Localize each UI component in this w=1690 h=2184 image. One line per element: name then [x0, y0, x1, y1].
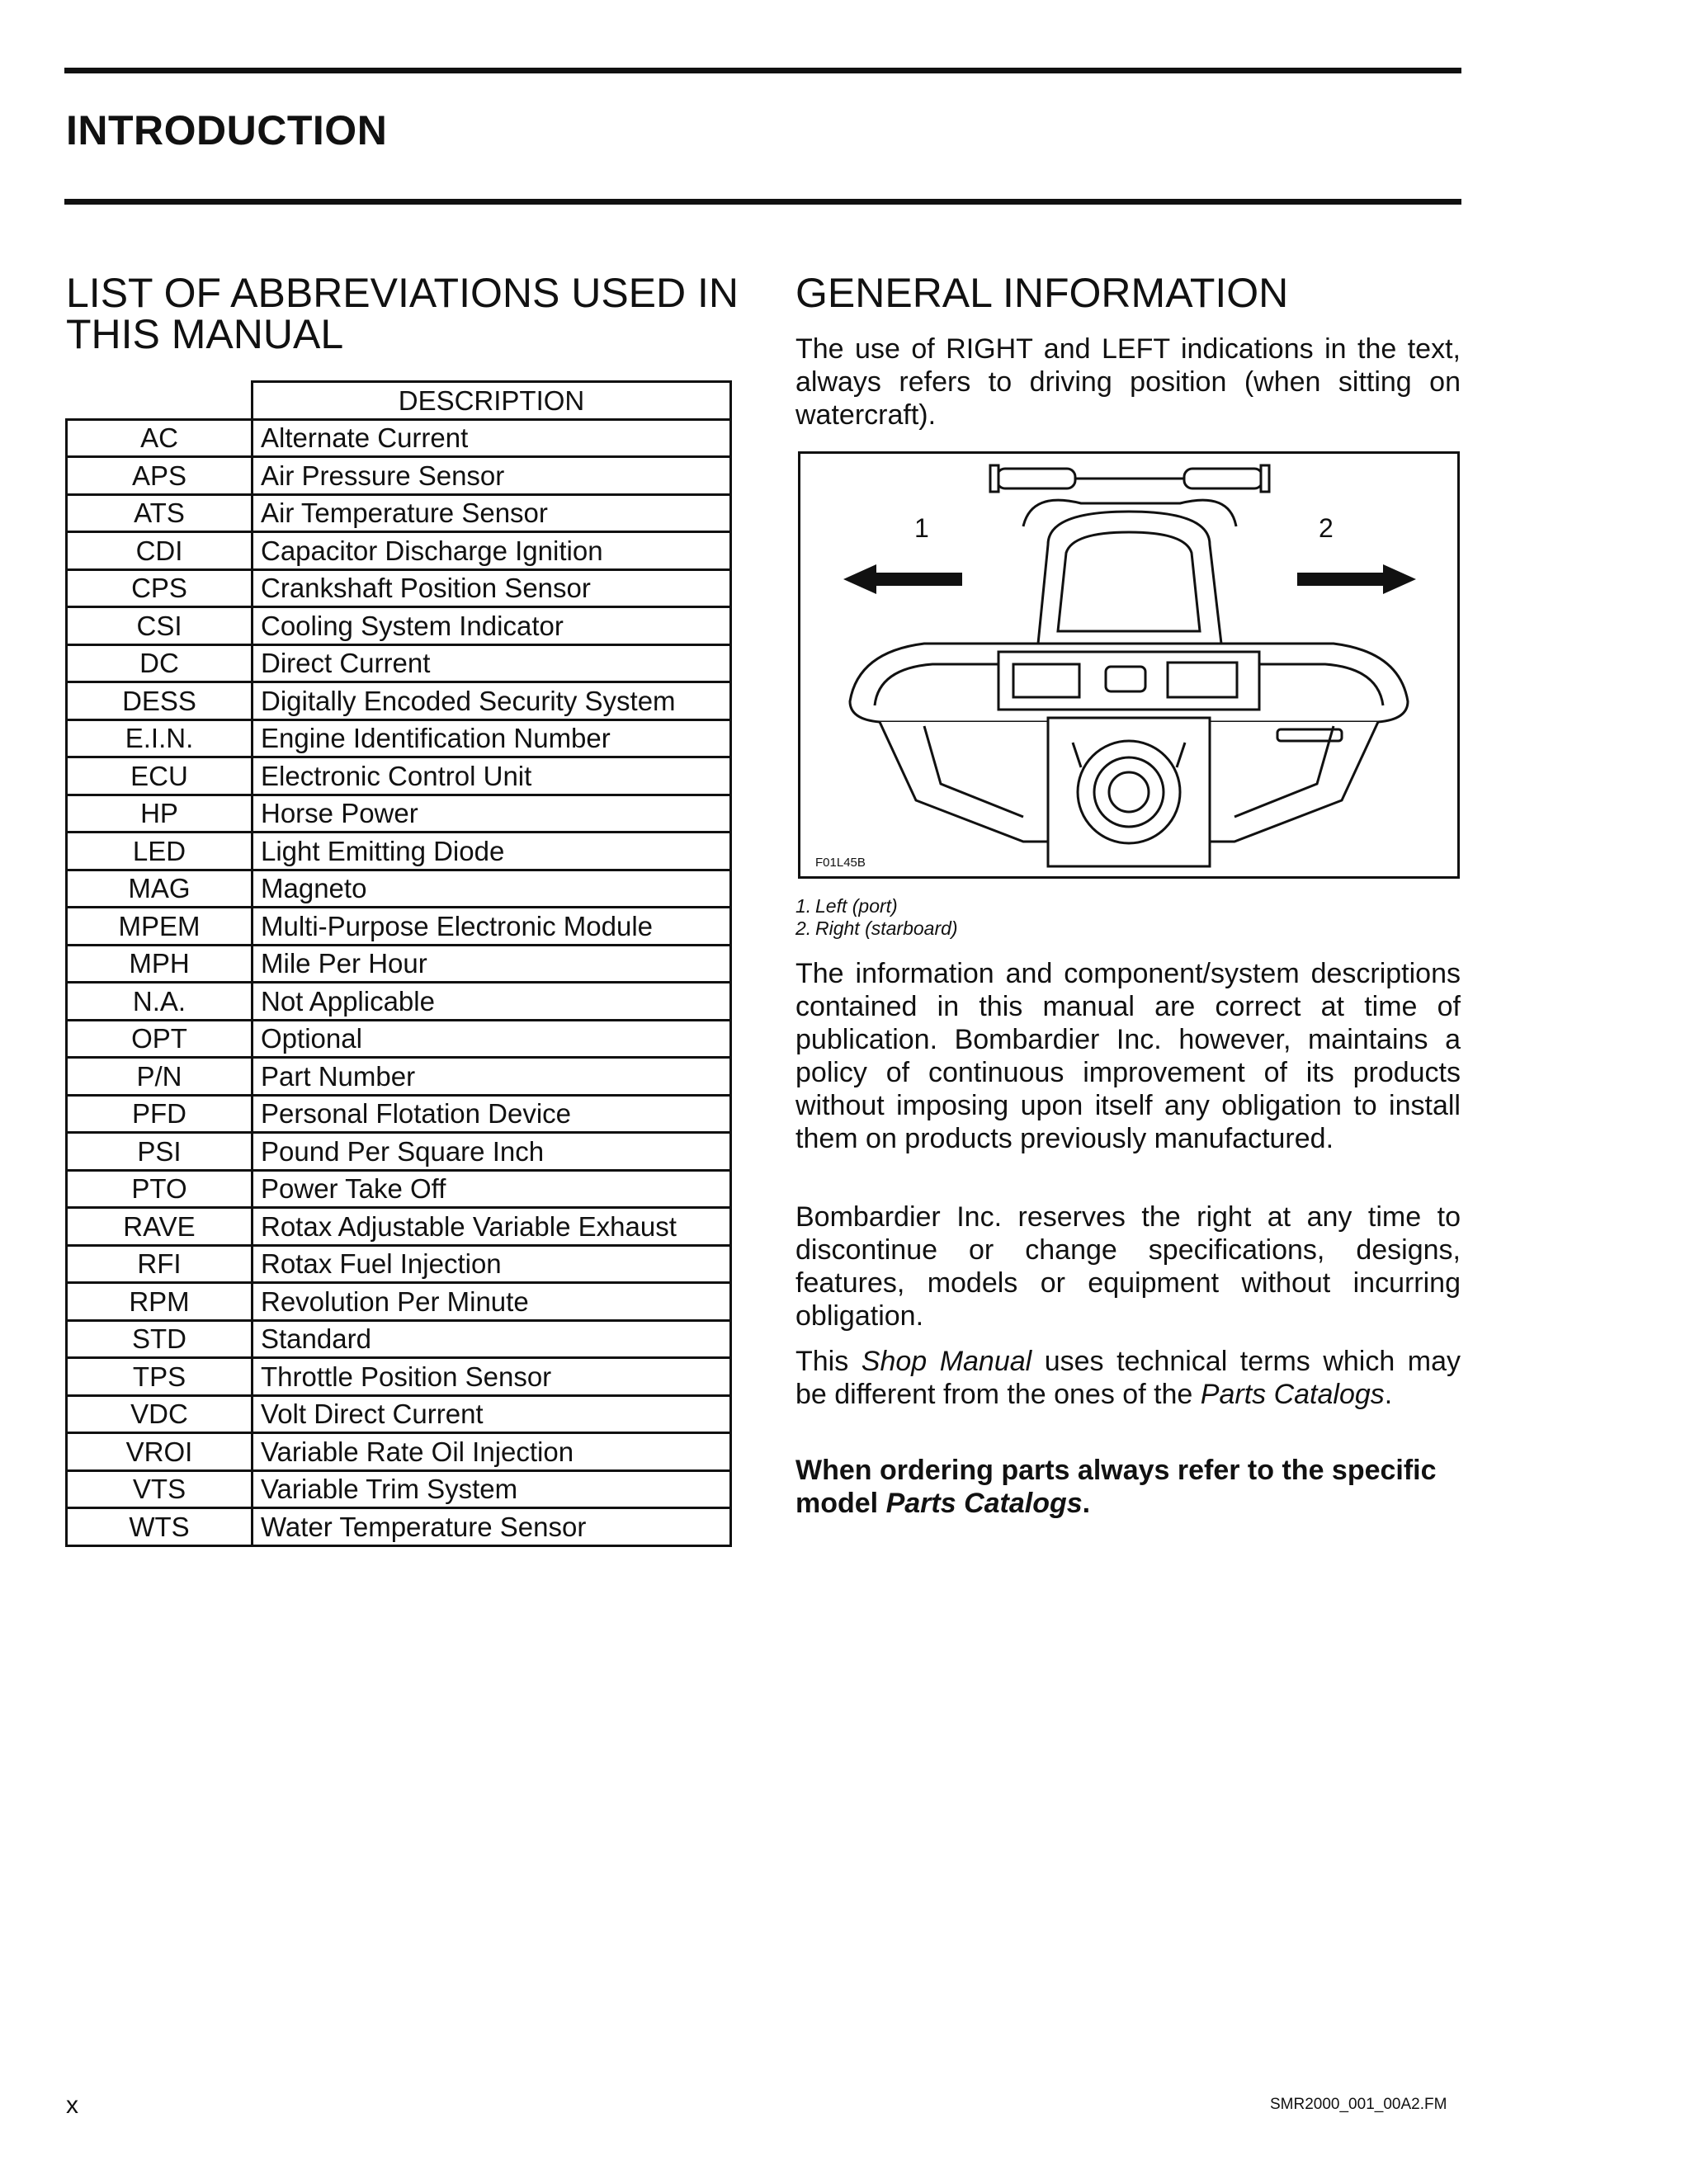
table-row [67, 457, 731, 495]
table-row [67, 757, 731, 795]
abbreviation-cell: VTS [67, 1470, 253, 1508]
abbreviation-cell: MAG [67, 870, 253, 908]
caption-item [795, 917, 958, 940]
text-span: When ordering parts always refer to the specific model [795, 1455, 1437, 1519]
table-row [67, 945, 731, 983]
description-cell: Engine Identification Number [253, 719, 731, 757]
table-row [67, 795, 731, 833]
description-cell: Cooling System Indicator [253, 607, 731, 645]
description-cell: Water Temperature Sensor [253, 1508, 731, 1546]
abbreviation-cell: ATS [67, 494, 253, 532]
abbreviations-heading: LIST OF ABBREVIATIONS USED IN THIS MANUAL [66, 270, 739, 357]
table-header-description: DESCRIPTION [253, 382, 731, 420]
abbreviation-cell: E.I.N. [67, 719, 253, 757]
description-cell: Variable Rate Oil Injection [253, 1433, 731, 1471]
description-cell: Variable Trim System [253, 1470, 731, 1508]
caption-text: Left (port) [815, 895, 898, 917]
abbreviation-cell: STD [67, 1320, 253, 1358]
abbreviation-cell: CPS [67, 569, 253, 607]
description-cell: Throttle Position Sensor [253, 1358, 731, 1396]
table-row [67, 419, 731, 457]
table-row [67, 1433, 731, 1471]
table-header-row [67, 382, 731, 420]
description-cell: Alternate Current [253, 419, 731, 457]
description-cell: Pound Per Square Inch [253, 1133, 731, 1171]
intro-paragraph: The use of RIGHT and LEFT indications in the text, always refers to driving position (when sitting on watercraft). [795, 333, 1461, 431]
abbreviations-table [65, 380, 732, 1547]
description-cell: Magneto [253, 870, 731, 908]
abbreviation-cell: CDI [67, 532, 253, 570]
abbreviation-cell: ECU [67, 757, 253, 795]
abbreviation-cell: PSI [67, 1133, 253, 1171]
figure-label-1: 1 [914, 513, 929, 543]
description-cell: Rotax Fuel Injection [253, 1245, 731, 1283]
table-body [67, 419, 731, 1545]
description-cell: Standard [253, 1320, 731, 1358]
table-row [67, 1020, 731, 1058]
text-span: . [1384, 1379, 1393, 1410]
shop-manual-title: Shop Manual [861, 1346, 1032, 1377]
parts-catalogs-title: Parts Catalogs [885, 1488, 1083, 1519]
description-cell: Multi-Purpose Electronic Module [253, 908, 731, 946]
abbreviation-cell: HP [67, 795, 253, 833]
table-row [67, 1245, 731, 1283]
text-span: . [1082, 1488, 1091, 1519]
text-span: This [795, 1346, 862, 1377]
description-cell: Digitally Encoded Security System [253, 682, 731, 720]
table-row [67, 1358, 731, 1396]
description-cell: Air Pressure Sensor [253, 457, 731, 495]
table-row [67, 1395, 731, 1433]
caption-number: 2. [795, 917, 812, 939]
table-row [67, 682, 731, 720]
abbreviation-cell: N.A. [67, 983, 253, 1021]
top-rule [64, 68, 1461, 73]
table-row [67, 1095, 731, 1133]
description-cell: Mile Per Hour [253, 945, 731, 983]
abbreviation-cell: PTO [67, 1170, 253, 1208]
table-row [67, 1508, 731, 1546]
abbreviation-cell: VDC [67, 1395, 253, 1433]
section-title: INTRODUCTION [66, 107, 388, 153]
abbreviation-cell: RFI [67, 1245, 253, 1283]
description-cell: Revolution Per Minute [253, 1283, 731, 1321]
abbreviation-cell: TPS [67, 1358, 253, 1396]
parts-catalogs-title: Parts Catalogs [1200, 1379, 1385, 1410]
table-row [67, 870, 731, 908]
table-row [67, 719, 731, 757]
description-cell: Light Emitting Diode [253, 833, 731, 870]
page-number: x [66, 2092, 78, 2119]
abbreviation-cell: MPH [67, 945, 253, 983]
table-header-blank [67, 382, 253, 420]
caption-item [795, 895, 958, 917]
table-row [67, 644, 731, 682]
abbreviation-cell: WTS [67, 1508, 253, 1546]
description-cell: Electronic Control Unit [253, 757, 731, 795]
description-cell: Volt Direct Current [253, 1395, 731, 1433]
description-cell: Power Take Off [253, 1170, 731, 1208]
abbreviation-cell: RPM [67, 1283, 253, 1321]
general-information-heading: GENERAL INFORMATION [795, 270, 1289, 316]
table-row [67, 1470, 731, 1508]
table-row [67, 532, 731, 570]
description-cell: Horse Power [253, 795, 731, 833]
table-row [67, 1133, 731, 1171]
caption-text: Right (starboard) [815, 917, 958, 939]
ordering-parts-paragraph [795, 1454, 1461, 1520]
description-cell: Air Temperature Sensor [253, 494, 731, 532]
abbreviation-cell: LED [67, 833, 253, 870]
abbreviation-cell: AC [67, 419, 253, 457]
description-cell: Capacitor Discharge Ignition [253, 532, 731, 570]
table-row [67, 607, 731, 645]
description-cell: Optional [253, 1020, 731, 1058]
table-row [67, 1283, 731, 1321]
abbreviation-cell: RAVE [67, 1208, 253, 1246]
table-row [67, 1170, 731, 1208]
description-cell: Direct Current [253, 644, 731, 682]
description-cell: Personal Flotation Device [253, 1095, 731, 1133]
table-row [67, 833, 731, 870]
abbreviation-cell: APS [67, 457, 253, 495]
table-row [67, 1320, 731, 1358]
file-name: SMR2000_001_00A2.FM [1270, 2096, 1447, 2113]
information-paragraph: The information and component/system descriptions contained in this manual are correct at time of publication. Bombardier Inc. however, maintains a policy of continuous improvement of its products without imposing upon itself any obligation to install them on products previously manufactured. [795, 958, 1461, 1154]
watercraft-figure [798, 451, 1460, 879]
caption-number: 1. [795, 895, 812, 917]
abbreviation-cell: CSI [67, 607, 253, 645]
description-cell: Crankshaft Position Sensor [253, 569, 731, 607]
watercraft-illustration [800, 454, 1457, 876]
abbreviation-cell: PFD [67, 1095, 253, 1133]
description-cell: Part Number [253, 1058, 731, 1096]
abbreviation-cell: P/N [67, 1058, 253, 1096]
figure-label-2: 2 [1319, 513, 1334, 543]
abbreviation-cell: MPEM [67, 908, 253, 946]
table-row [67, 983, 731, 1021]
abbreviation-cell: OPT [67, 1020, 253, 1058]
abbreviation-cell: DESS [67, 682, 253, 720]
abbreviation-cell: VROI [67, 1433, 253, 1471]
reserves-paragraph: Bombardier Inc. reserves the right at any time to discontinue or change specifications, designs, features, models or equipment without incurring obligation. [795, 1201, 1461, 1332]
shop-manual-paragraph [795, 1345, 1461, 1411]
text-span: uses technical terms which may be different from the ones of the [795, 1346, 1461, 1410]
description-cell: Rotax Adjustable Variable Exhaust [253, 1208, 731, 1246]
table-row [67, 908, 731, 946]
header-rule [64, 199, 1461, 205]
abbreviation-cell: DC [67, 644, 253, 682]
figure-captions [795, 895, 958, 940]
figure-code: F01L45B [815, 856, 866, 870]
table-row [67, 1208, 731, 1246]
table-row [67, 569, 731, 607]
table-row [67, 494, 731, 532]
description-cell: Not Applicable [253, 983, 731, 1021]
table-row [67, 1058, 731, 1096]
